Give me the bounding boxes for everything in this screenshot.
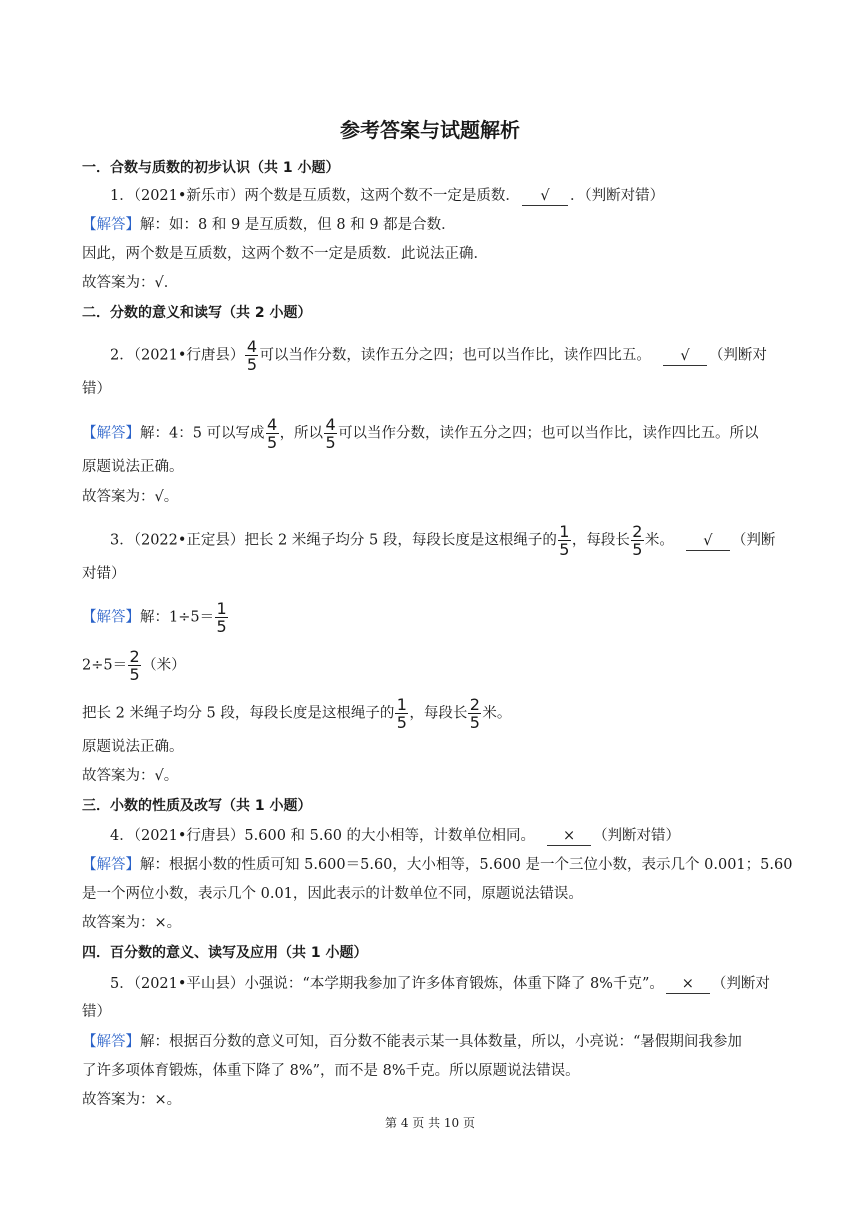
- solution-4-line-1: 【解答】解：根据小数的性质可知 5.600＝5.60，大小相等，5.600 是一个三位小数，表示几个 0.001；5.60: [82, 857, 793, 873]
- solution-2-answer: 故答案为：√。: [82, 489, 179, 505]
- solution-1-line-2: 因此，两个数是互质数，这两个数不一定是质数．此说法正确．: [82, 246, 488, 262]
- section-heading-2: 二．分数的意义和读写（共 2 小题）: [82, 305, 312, 321]
- section-heading-3: 三．小数的性质及改写（共 1 小题）: [82, 798, 312, 814]
- question-3: 3．（2022•正定县）把长 2 米绳子均分 5 段，每段长度是这根绳子的 $\frac{1}{5}$ ，每段长 $\frac{2}{5}$ 米。 √ （判断: [110, 522, 776, 559]
- fraction-4-5: $\frac{4}{5}$: [246, 337, 258, 374]
- section-heading-1: 一．合数与质数的初步认识（共 1 小题）: [82, 160, 340, 176]
- question-3-tail: 对错）: [82, 566, 126, 582]
- answer-blank-3: √: [686, 533, 730, 551]
- answer-blank-5: ×: [666, 976, 710, 994]
- section-heading-4: 四．百分数的意义、读写及应用（共 1 小题）: [82, 945, 368, 961]
- solution-2-line-1: 【解答】解：4：5 可以写成 $\frac{4}{5}$ ，所以 $\frac{4}{5}$ 可以当作分数，读作五分之四；也可以当作比，读作四比五。所以: [82, 415, 759, 452]
- question-1-text: 1．（2021•新乐市）两个数是互质数，这两个数不一定是质数．: [110, 188, 520, 204]
- solution-3-line-2: 2÷5＝ $\frac{2}{5}$ （米）: [82, 647, 186, 684]
- solution-3-answer: 故答案为：√。: [82, 768, 179, 784]
- question-2: 2．（2021•行唐县） $\frac{4}{5}$ 可以当作分数，读作五分之四；也可以当作比，读作四比五。 √ （判断对: [110, 337, 767, 374]
- question-1: [110, 186, 664, 206]
- question-5-tail: 错）: [82, 1004, 111, 1020]
- answer-blank-2: √: [663, 348, 707, 366]
- answer-blank-4: ×: [547, 828, 591, 846]
- question-1-tail: ．（判断对错）: [569, 188, 665, 204]
- page-title: 参考答案与试题解析: [340, 118, 520, 142]
- solution-1-line-1: 【解答】解：如：8 和 9 是互质数，但 8 和 9 都是合数．: [82, 217, 456, 233]
- answer-blank-1: √: [522, 188, 568, 206]
- solution-tag: 【解答】: [82, 217, 140, 233]
- solution-3-line-1: 【解答】解：1÷5＝ $\frac{1}{5}$: [82, 599, 227, 636]
- question-4: 4．（2021•行唐县）5.600 和 5.60 的大小相等，计数单位相同。 × （判断对错）: [110, 828, 681, 844]
- solution-5-answer: 故答案为：×。: [82, 1092, 182, 1108]
- solution-5-line-1: 【解答】解：根据百分数的意义可知，百分数不能表示某一具体数量，所以，小亮说：“暑假期间我参加: [82, 1034, 742, 1050]
- solution-3-line-4: 原题说法正确。: [82, 739, 184, 755]
- question-2-tail: 错）: [82, 381, 111, 397]
- solution-5-line-2: 了许多项体育锻炼，体重下降了 8%”，而不是 8%千克。所以原题说法错误。: [82, 1063, 580, 1079]
- solution-4-answer: 故答案为：×。: [82, 915, 182, 931]
- page-footer: 第 4 页 共 10 页: [385, 1116, 475, 1130]
- question-5: 5．（2021•平山县）小强说：“本学期我参加了许多体育锻炼，体重下降了 8%千克”。 × （判断对: [110, 976, 770, 992]
- solution-1-answer: 故答案为：√．: [82, 275, 179, 291]
- solution-2-line-2: 原题说法正确。: [82, 459, 184, 475]
- solution-3-line-3: 把长 2 米绳子均分 5 段，每段长度是这根绳子的 $\frac{1}{5}$ ，每段长 $\frac{2}{5}$ 米。: [82, 695, 512, 732]
- solution-4-line-2: 是一个两位小数，表示几个 0.01，因此表示的计数单位不同，原题说法错误。: [82, 886, 583, 902]
